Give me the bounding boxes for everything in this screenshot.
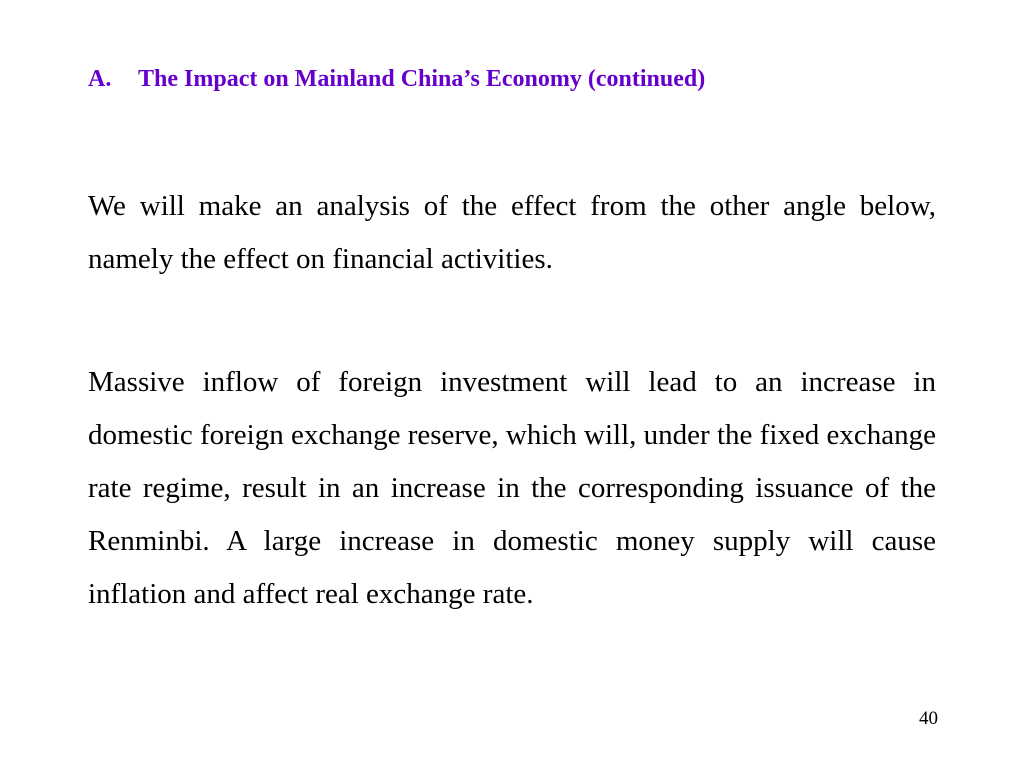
heading-title: The Impact on Mainland China’s Economy (continued) [138,66,706,92]
body-paragraph-analysis-intro: We will make an analysis of the effect from the other angle below, namely the effect on financial activities. [88,190,936,275]
body-paragraph-foreign-investment: Massive inflow of foreign investment will lead to an increase in domestic foreign exchange reserve, which will, under the fixed exchange rate regime, result in an increase in the corresponding issuance of the Renminbi. A large increase in domestic money supply will cause inflation and affect real exchange rate. [88,366,936,610]
slide-heading [88,66,705,93]
heading-list-marker: A. [88,66,112,92]
page-number: 40 [919,708,938,729]
